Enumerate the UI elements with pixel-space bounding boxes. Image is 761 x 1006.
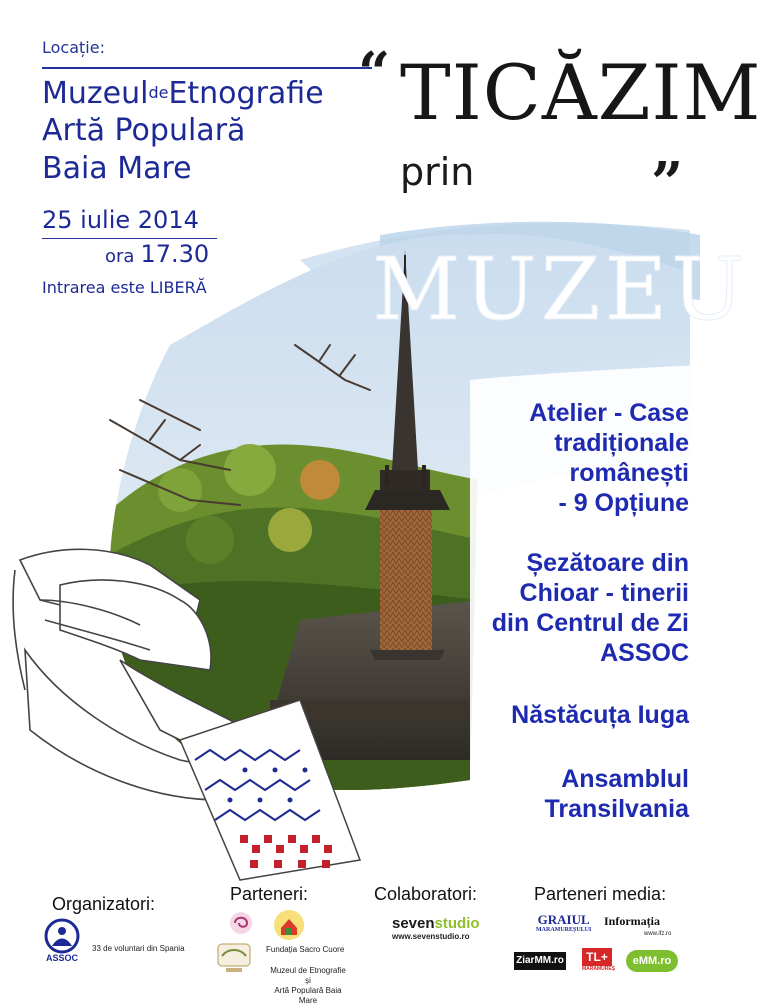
program-item-nastacuta	[511, 700, 689, 730]
assoc-logo	[40, 918, 84, 962]
program-line: Năstăcuța Iuga	[511, 701, 689, 729]
foundation-name: Fundația Sacro Cuore	[266, 945, 345, 954]
partner-museum-line: Artă Populară Baia Mare	[274, 986, 342, 1005]
program-line: Transilvania	[544, 795, 689, 823]
partner-museum-line: Muzeul de Etnografie și	[270, 966, 346, 985]
location-label: Locație:	[42, 38, 105, 57]
event-time	[105, 240, 209, 268]
title-muzeu	[372, 235, 748, 340]
tl-title: TL+	[586, 950, 608, 964]
seven-studio-url: www.sevenstudio.ro	[392, 932, 470, 941]
graiul-subtitle: MARAMUREȘULUI	[536, 927, 592, 933]
opening-quote: “	[358, 40, 391, 106]
studio-word: studio	[434, 915, 480, 932]
program-line: românești	[569, 459, 689, 487]
partner-logo-craft	[214, 940, 254, 976]
assoc-logo-text: ASSOC	[45, 953, 79, 963]
program-line: din Centrul de Zi	[491, 609, 689, 637]
program-line: - 9 Opțiune	[558, 489, 689, 517]
program-item-sezatoare	[492, 548, 689, 668]
entry-notice: Intrarea este LIBERĂ	[42, 278, 207, 297]
museum-name-line2: Artă Populară	[42, 113, 246, 148]
muzeu-text: MUZEU	[372, 240, 748, 340]
program-item-ansamblul	[544, 764, 689, 824]
ziarmm-logo: ZiarMM.ro	[514, 952, 566, 970]
organizers-heading: Organizatori:	[52, 894, 156, 914]
emm-logo: eMM.ro	[626, 950, 678, 972]
program-line: ASSOC	[600, 639, 689, 667]
program-line: Chioar - tinerii	[519, 579, 689, 607]
event-date: 25 iulie 2014	[42, 206, 199, 234]
collaborators-heading: Colaboratori:	[374, 884, 478, 904]
program-line: Șezătoare din	[526, 549, 689, 577]
partner-museum-credit	[268, 966, 348, 1006]
partners-heading: Parteneri:	[230, 884, 309, 904]
graiul-logo	[536, 913, 591, 934]
closing-quote: „	[652, 118, 685, 184]
sacro-cuore-logo	[272, 908, 306, 942]
time-value: 17.30	[140, 240, 210, 268]
program-line: tradiționale	[554, 429, 689, 457]
museum-de: de	[148, 83, 169, 102]
divider-line	[42, 67, 372, 69]
time-prefix: ora	[105, 246, 135, 267]
seven-word: seven	[392, 915, 435, 932]
informatia-url: www.ifz.ro	[644, 931, 672, 937]
program-item-atelier	[529, 398, 689, 518]
program-line: Atelier - Case	[529, 399, 689, 427]
volunteers-credit: 33 de voluntari din Spania	[92, 944, 185, 953]
media-partners-heading: Parteneri media:	[534, 884, 667, 904]
graiul-title: GRAIUL	[537, 912, 590, 927]
divider-line	[42, 238, 217, 239]
museum-word: Muzeul	[42, 76, 149, 111]
partner-logo-swirl	[226, 910, 256, 936]
informatia-logo: Informația	[604, 914, 660, 928]
museum-etnografie: Etnografie	[168, 76, 324, 111]
tl-subtitle: MARAMUREȘ	[582, 966, 616, 972]
museum-name-line1	[42, 76, 324, 111]
poster-title: TICĂZIM	[400, 48, 761, 137]
tl-logo	[582, 948, 616, 972]
program-line: Ansamblul	[561, 765, 689, 793]
title-prin: prin	[400, 150, 475, 194]
seven-studio-logo	[392, 916, 480, 931]
museum-city: Baia Mare	[42, 151, 192, 186]
